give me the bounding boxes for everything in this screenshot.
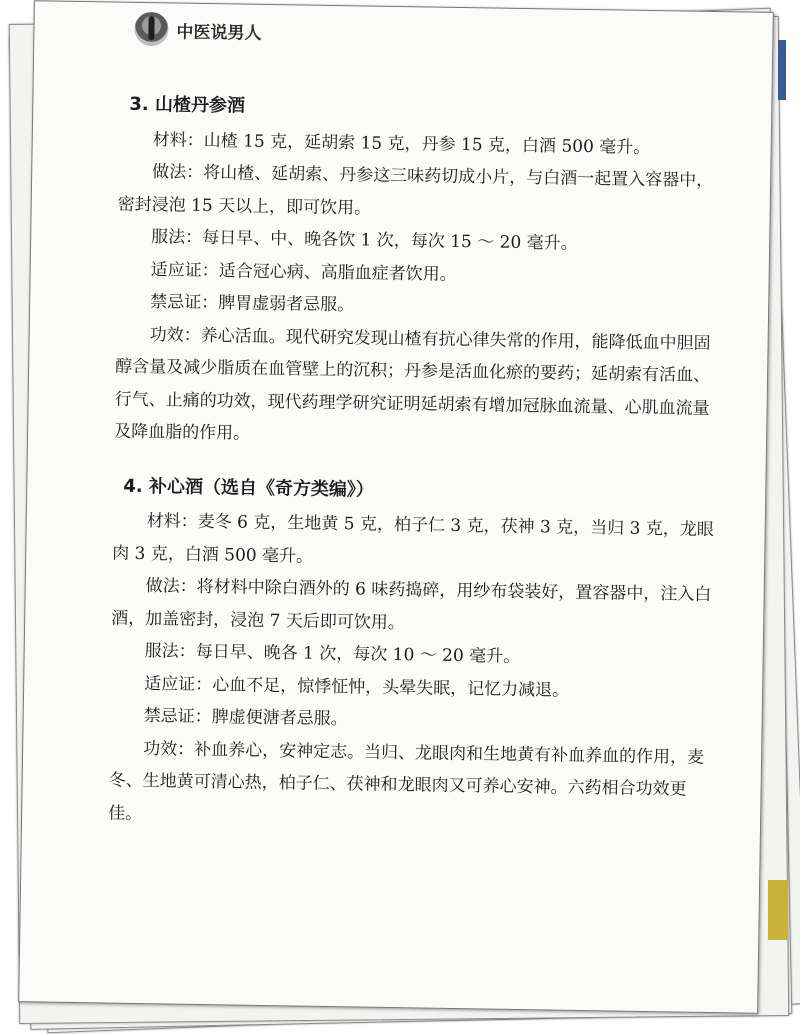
page-header: [134, 11, 262, 49]
paragraph: 材料：山楂 15 克，延胡索 15 克，丹参 15 克，白酒 500 毫升。: [152, 129, 651, 158]
book-logo-icon: [134, 12, 169, 47]
paragraph: 做法：将材料中除白酒外的 6 味药捣碎，用纱布袋装好，置容器中，注入白酒，加盖密封，浸泡 7 天后即可饮用。: [111, 576, 712, 633]
paragraph: 功效：养心活血。现代研究发现山楂有抗心律失常的作用，能降低血中胆固醇含量及减少脂质在血管壁上的沉积；丹参是活血化瘀的要药；延胡索有活血、行气、止痛的功效，现代药理学研究证明延胡索有增加冠脉血流量、心肌血流量及降血脂的作用。: [113, 324, 711, 444]
paragraph: 服法：每日早、晚各 1 次，每次 10 ～ 20 毫升。: [144, 641, 521, 667]
header-title: 中医说男人: [176, 21, 262, 44]
page-content: [108, 89, 730, 839]
page-edge-strip: [778, 40, 786, 100]
section-title: 3. 山楂丹参酒: [129, 93, 246, 117]
page-edge-strip: [768, 880, 788, 940]
paragraph: 做法：将山楂、延胡索、丹参这三味药切成小片，与白酒一起置入容器中，密封浸泡 15 天以上，即可饮用。: [117, 162, 714, 219]
paragraph: 服法：每日早、中、晚各饮 1 次，每次 15 ～ 20 毫升。: [151, 227, 578, 254]
bleed-through-text: [99, 862, 701, 1001]
paragraph: 禁忌证：脾虚便溏者忌服。: [143, 706, 348, 730]
paragraph: 适应证：适合冠心病、高脂血症者饮用。: [150, 259, 457, 285]
section-title: 4. 补心酒（选自《奇方类编》）: [123, 475, 375, 501]
paragraph: 材料：麦冬 6 克，生地黄 5 克，柏子仁 3 克，茯神 3 克，当归 3 克，龙眼肉 3 克，白酒 500 毫升。: [112, 511, 714, 567]
paragraph: 功效：补血养心，安神定志。当归、龙眼肉和生地黄有补血养血的作用，麦冬、生地黄可清心热，柏子仁、茯神和龙眼肉又可养心安神。六药相合功效更佳。: [108, 738, 705, 824]
paragraph: 适应证：心血不足，惊悸怔忡，头晕失眠，记忆力减退。: [144, 673, 570, 701]
paragraph: 禁忌证：脾胃虚弱者忌服。: [150, 292, 355, 316]
book-page: [18, 0, 774, 1013]
